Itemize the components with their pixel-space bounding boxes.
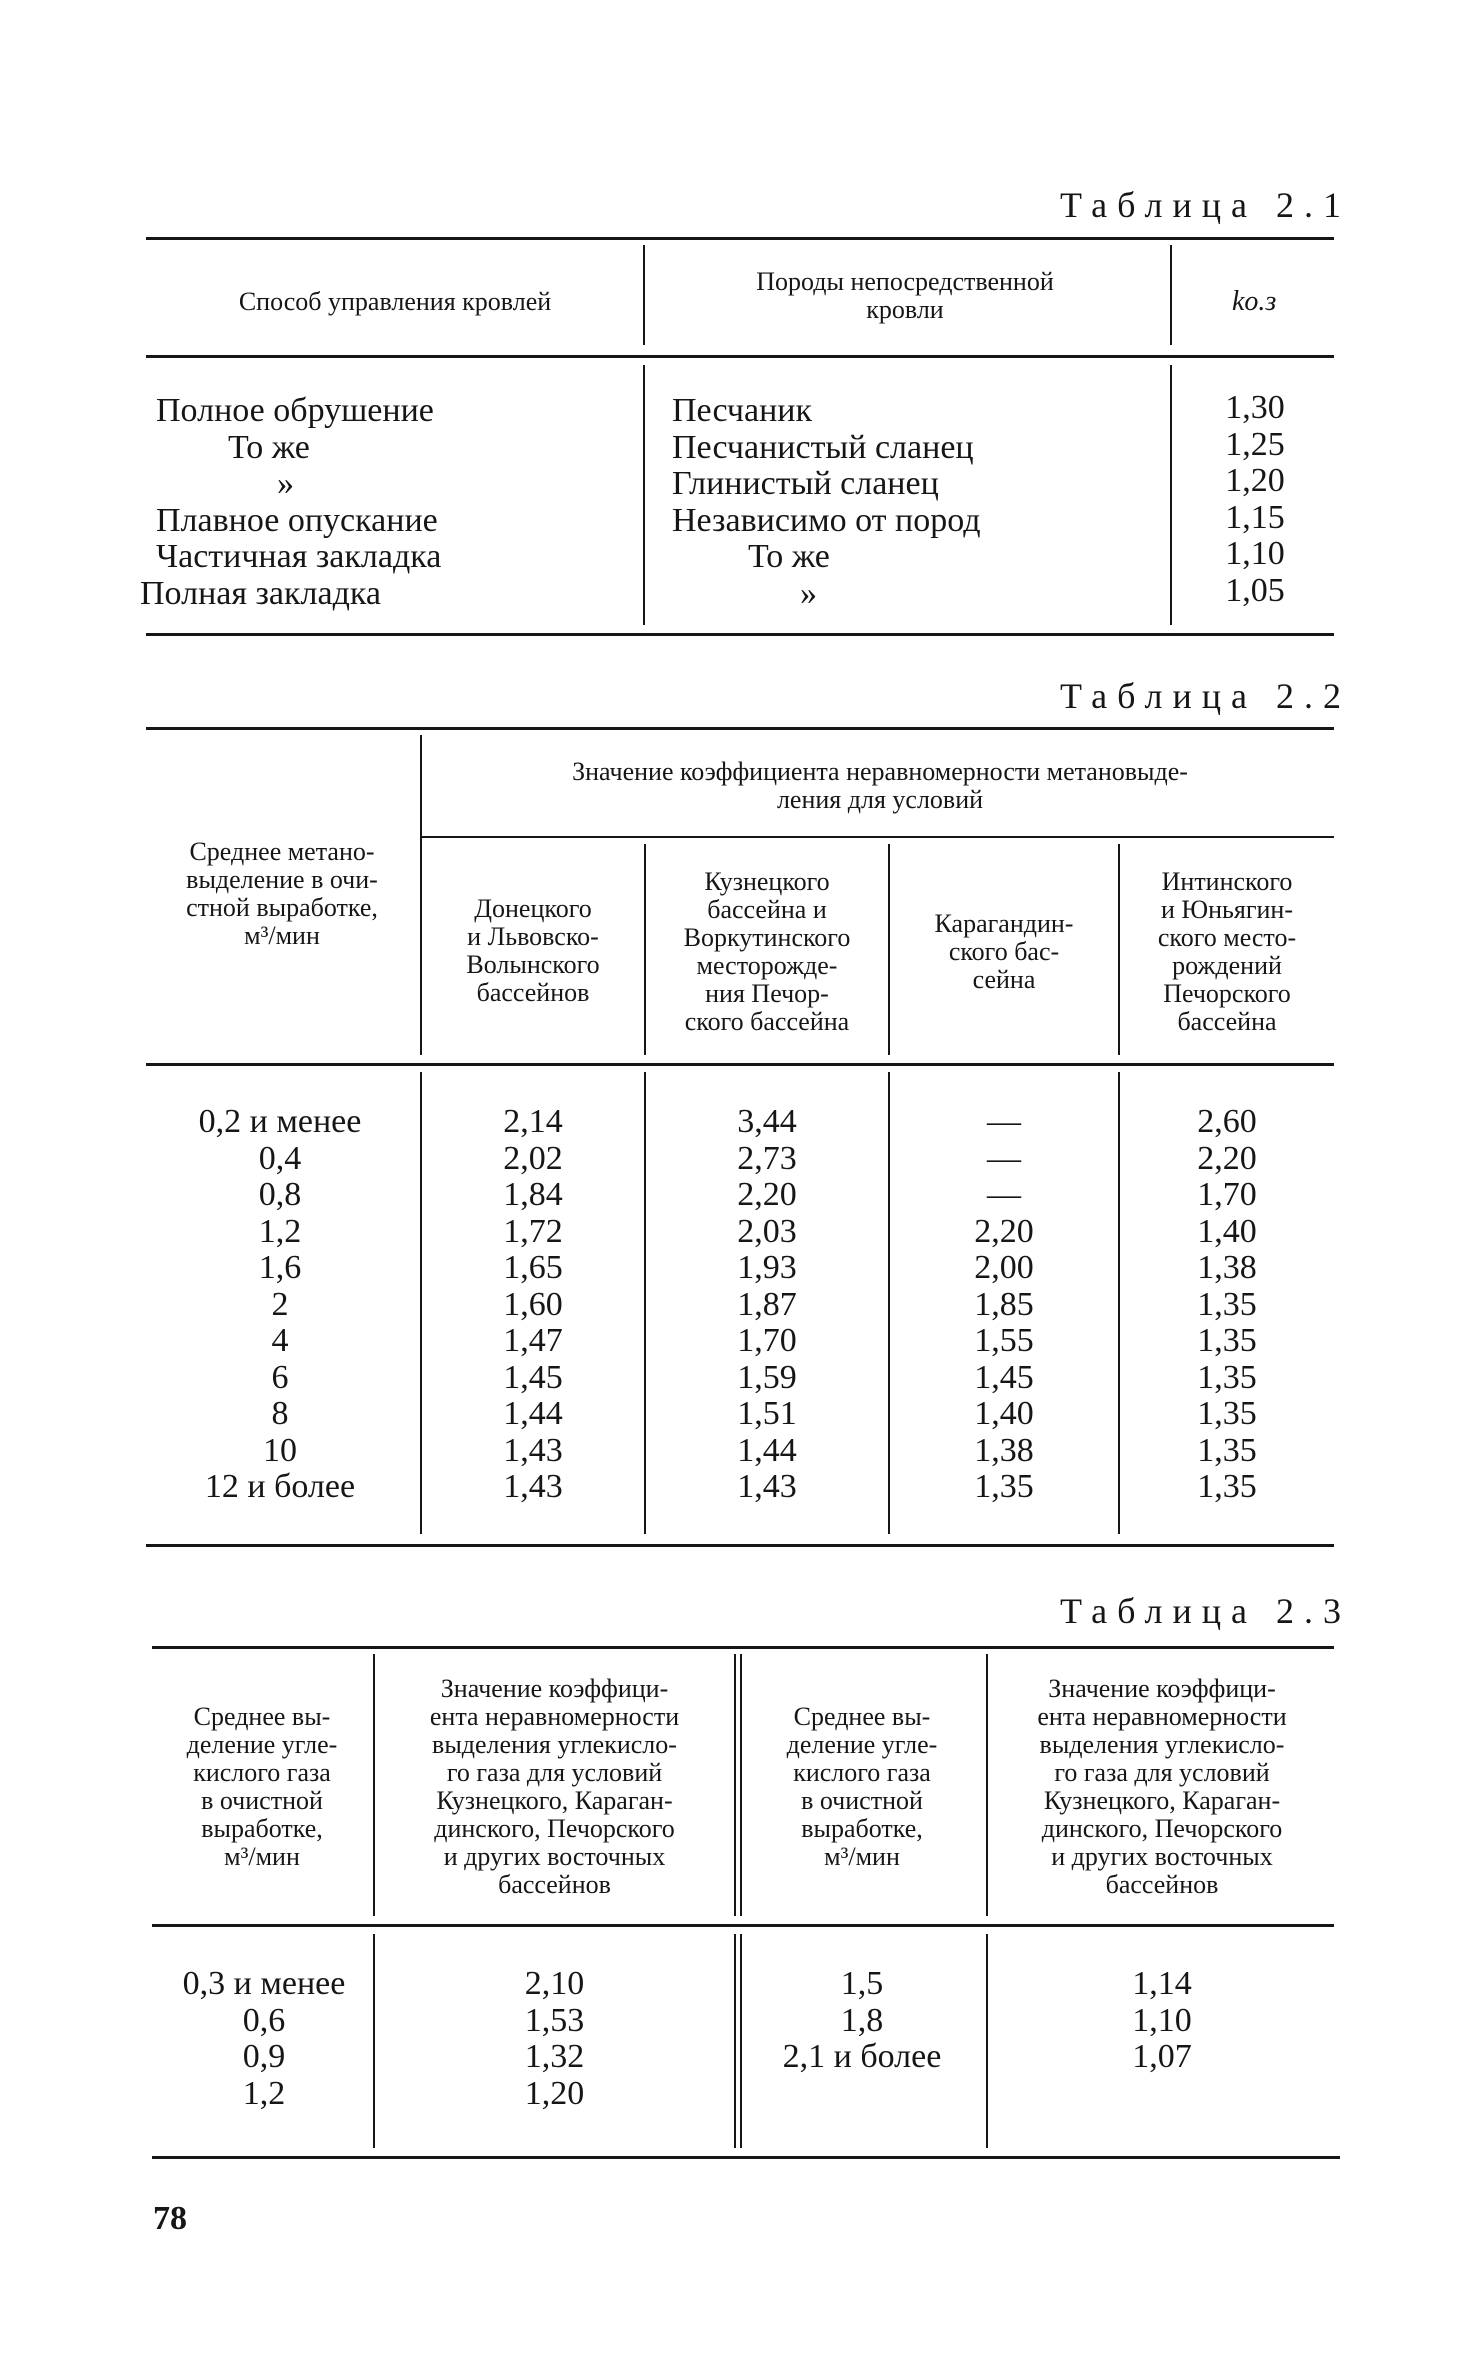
t3-rc-3: 1,07 xyxy=(1132,2038,1192,2075)
t2-c4-8: 1,35 xyxy=(1197,1358,1257,1396)
table-2-1-caption: Таблица 2.1 xyxy=(1060,185,1351,225)
t2-c2-7: 1,70 xyxy=(737,1322,797,1359)
t2-vline-c3 xyxy=(1118,844,1120,1055)
t1-col-k xyxy=(1190,390,1320,609)
t2-header-col4-6: бассейна xyxy=(1177,1007,1277,1036)
t3-hl-coef-8: бассейнов xyxy=(498,1870,611,1899)
t1-rock-4: Независимо от пород xyxy=(672,501,981,539)
t1-rock-3: Глинистый сланец xyxy=(672,465,939,502)
t1-header-rule xyxy=(146,355,1334,358)
t2-c2-6: 1,87 xyxy=(737,1285,797,1323)
t2-header-first xyxy=(148,838,416,950)
t3-header-avg-right xyxy=(742,1703,982,1871)
t3-hl-coef-7: и других восточных xyxy=(443,1842,666,1871)
t3-hr-avg-1: Среднее вы- xyxy=(793,1702,931,1731)
t2-first-10: 10 xyxy=(263,1431,297,1469)
t3-hr-coef-6: динского, Печорского xyxy=(1041,1814,1283,1843)
t2-header-col1 xyxy=(424,895,642,1007)
t1-k-3: 1,20 xyxy=(1225,462,1285,499)
t2-c2-3: 2,20 xyxy=(737,1176,797,1213)
t1-k-4: 1,15 xyxy=(1225,498,1285,536)
t1-k-2: 1,25 xyxy=(1225,425,1285,463)
t1-method-3: » xyxy=(277,465,294,502)
t3-hr-coef-4: го газа для условий xyxy=(1054,1758,1270,1787)
t3-ra-1: 1,5 xyxy=(840,1965,884,2002)
t2-header-col4 xyxy=(1122,868,1332,1036)
t2-body-vline-c1 xyxy=(644,1072,646,1534)
t2-c2-11: 1,43 xyxy=(737,1468,797,1505)
t2-c1-11: 1,43 xyxy=(503,1468,563,1505)
t2-c3-8: 1,45 xyxy=(974,1358,1034,1396)
t3-la-2: 0,6 xyxy=(242,2001,286,2039)
t3-ra-2: 1,8 xyxy=(840,2001,884,2039)
t2-vline-first xyxy=(420,735,422,1055)
t2-header-group-2: ления для условий xyxy=(776,785,984,814)
t1-method-2: То же xyxy=(228,428,310,466)
t3-vline-3 xyxy=(986,1654,988,1916)
t3-lc-2: 1,53 xyxy=(524,2001,585,2039)
t3-hl-avg-3: кислого газа xyxy=(193,1758,331,1787)
t3-hr-avg-3: кислого газа xyxy=(793,1758,931,1787)
t2-c4-2: 2,20 xyxy=(1197,1139,1257,1177)
t3-hl-coef-1: Значение коэффици- xyxy=(440,1674,669,1703)
t1-header-method: Способ управления кровлей xyxy=(238,287,552,316)
t3-hl-coef-3: выделения углекисло- xyxy=(432,1730,677,1759)
t2-header-col2-4: месторожде- xyxy=(696,951,838,980)
t1-vline-3 xyxy=(643,365,645,625)
t2-header-rule xyxy=(146,1063,1334,1066)
t3-lc-4: 1,20 xyxy=(524,2074,585,2112)
t1-method-5: Частичная закладка xyxy=(156,538,442,575)
t2-c2-9: 1,51 xyxy=(737,1395,797,1432)
t2-c4-3: 1,70 xyxy=(1197,1176,1257,1213)
t1-vline-2 xyxy=(1170,245,1172,345)
t2-bottom-rule xyxy=(146,1544,1334,1547)
t3-header-coef-right xyxy=(990,1675,1334,1899)
t3-header-rule xyxy=(152,1924,1334,1927)
t3-hr-coef-7: и других восточных xyxy=(1051,1842,1273,1871)
t3-hr-coef-5: Кузнецкого, Караган- xyxy=(1043,1786,1281,1815)
t2-col-3 xyxy=(892,1104,1116,1506)
t3-hr-avg-5: выработке, xyxy=(801,1814,923,1843)
t1-k-5: 1,10 xyxy=(1225,535,1285,572)
t2-header-col3-3: сейна xyxy=(972,965,1036,994)
t2-header-group-1: Значение коэффициента неравномерности метановыде- xyxy=(572,757,1188,786)
t2-header-col2-1: Кузнецкого xyxy=(704,867,830,896)
t3-bottom-rule xyxy=(152,2156,1340,2159)
t2-header-col2-5: ния Печор- xyxy=(705,979,829,1008)
t2-header-col2-3: Воркутинского xyxy=(683,923,851,952)
t1-k-6: 1,05 xyxy=(1225,571,1285,609)
t2-body-vline-first xyxy=(420,1072,422,1534)
t2-c2-1: 3,44 xyxy=(737,1103,797,1140)
t2-c1-2: 2,02 xyxy=(503,1139,563,1177)
t3-col-avg-left xyxy=(158,1966,370,2112)
t2-c3-10: 1,38 xyxy=(974,1431,1034,1469)
page-number: 78 xyxy=(153,2200,187,2237)
t2-vline-c2 xyxy=(888,844,890,1055)
t2-c3-9: 1,40 xyxy=(974,1395,1034,1432)
t2-body-vline-c3 xyxy=(1118,1072,1120,1534)
t2-header-first-4: м³/мин xyxy=(244,921,320,950)
t2-c4-9: 1,35 xyxy=(1197,1395,1257,1432)
t2-header-col3-2: ского бас- xyxy=(948,937,1060,966)
t2-header-first-3: стной выработке, xyxy=(186,893,378,922)
t2-body-vline-c2 xyxy=(888,1072,890,1534)
t2-first-5: 1,6 xyxy=(258,1249,302,1286)
t3-col-coef-left xyxy=(377,1966,732,2112)
t1-bottom-rule xyxy=(146,633,1334,636)
t1-method-6: Полная закладка xyxy=(140,574,381,612)
t2-header-col2-6: ского бассейна xyxy=(684,1007,850,1036)
t3-hl-avg-2: деление угле- xyxy=(186,1730,338,1759)
t1-col-method xyxy=(140,393,441,612)
t1-rock-1: Песчаник xyxy=(672,392,813,429)
t2-c4-11: 1,35 xyxy=(1197,1468,1257,1505)
t3-hr-coef-8: бассейнов xyxy=(1105,1870,1219,1899)
t2-header-first-2: выделение в очи- xyxy=(186,865,378,894)
table-2-2-caption: Таблица 2.2 xyxy=(1060,676,1351,716)
t2-col-4 xyxy=(1122,1104,1332,1506)
t3-hl-coef-2: ента неравномерности xyxy=(429,1702,680,1731)
t2-header-col1-1: Донецкого xyxy=(474,894,592,923)
t2-c1-6: 1,60 xyxy=(503,1285,563,1323)
t3-hr-avg-4: в очистной xyxy=(801,1786,923,1815)
t2-c3-6: 1,85 xyxy=(974,1285,1034,1323)
t2-c4-1: 2,60 xyxy=(1197,1103,1257,1140)
t2-c2-5: 1,93 xyxy=(737,1249,797,1286)
t2-header-first-1: Среднее метано- xyxy=(189,837,375,866)
t2-c3-1: — xyxy=(987,1103,1021,1140)
t2-header-col1-3: Волынского xyxy=(466,950,600,979)
t3-hl-avg-4: в очистной xyxy=(201,1786,323,1815)
t1-header-rocks-line2: кровли xyxy=(866,295,944,324)
t3-vline-2 xyxy=(734,1654,742,1916)
table-2-3-caption: Таблица 2.3 xyxy=(1060,1591,1351,1631)
t3-col-avg-right xyxy=(742,1966,982,2076)
t2-header-col3-1: Карагандин- xyxy=(934,909,1074,938)
t2-first-6: 2 xyxy=(271,1285,289,1323)
t1-rock-5: То же xyxy=(748,538,830,575)
t3-hl-avg-1: Среднее вы- xyxy=(193,1702,331,1731)
t1-vline-1 xyxy=(643,245,645,345)
t2-c3-11: 1,35 xyxy=(974,1468,1034,1505)
t1-rock-2: Песчанистый сланец xyxy=(672,428,974,466)
t3-vline-1 xyxy=(373,1654,375,1916)
t2-first-11: 12 и более xyxy=(204,1468,356,1505)
t2-c1-10: 1,43 xyxy=(503,1431,563,1469)
t3-header-avg-left xyxy=(155,1703,369,1871)
t3-header-coef-left xyxy=(377,1675,732,1899)
t1-method-4: Плавное опускание xyxy=(156,501,438,539)
t3-hr-coef-1: Значение коэффици- xyxy=(1048,1674,1276,1703)
t3-hl-coef-5: Кузнецкого, Караган- xyxy=(436,1786,673,1815)
t2-c2-2: 2,73 xyxy=(737,1139,797,1177)
t3-lc-3: 1,32 xyxy=(524,2038,585,2075)
t2-c1-9: 1,44 xyxy=(503,1395,563,1432)
t1-col-rock xyxy=(672,393,981,612)
t2-col-first xyxy=(150,1104,410,1506)
t2-first-7: 4 xyxy=(271,1322,289,1359)
t3-la-4: 1,2 xyxy=(242,2074,286,2112)
t1-rock-6: » xyxy=(800,574,817,612)
t2-header-col1-2: и Львовско- xyxy=(467,922,599,951)
t2-c4-6: 1,35 xyxy=(1197,1285,1257,1323)
t2-header-col4-2: и Юньягин- xyxy=(1160,895,1294,924)
t3-hr-coef-2: ента неравномерности xyxy=(1037,1702,1287,1731)
t2-c1-5: 1,65 xyxy=(503,1249,563,1286)
t2-first-2: 0,4 xyxy=(258,1139,302,1177)
t2-group-rule xyxy=(421,836,1334,838)
t2-c2-8: 1,59 xyxy=(737,1358,797,1396)
t2-header-col4-4: рождений xyxy=(1172,951,1282,980)
t3-body-vline-3 xyxy=(986,1934,988,2148)
table-2-1-top-rule xyxy=(146,237,1334,240)
t2-c4-5: 1,38 xyxy=(1197,1249,1257,1286)
t2-vline-c1 xyxy=(644,844,646,1055)
t2-c4-4: 1,40 xyxy=(1197,1212,1257,1250)
t3-top-rule xyxy=(152,1646,1334,1649)
t2-c1-3: 1,84 xyxy=(503,1176,563,1213)
t1-k-1: 1,30 xyxy=(1225,389,1285,426)
t2-c2-4: 2,03 xyxy=(737,1212,797,1250)
t2-first-3: 0,8 xyxy=(258,1176,302,1213)
t1-header-coef-text: kо.з xyxy=(1232,286,1277,317)
t2-c3-3: — xyxy=(987,1176,1021,1213)
t2-header-col4-5: Печорского xyxy=(1163,979,1291,1008)
t2-c1-7: 1,47 xyxy=(503,1322,563,1359)
t3-rc-2: 1,10 xyxy=(1132,2001,1192,2039)
t2-c3-4: 2,20 xyxy=(974,1212,1034,1250)
t3-la-1: 0,3 и менее xyxy=(182,1965,346,2002)
t3-hl-coef-6: динского, Печорского xyxy=(434,1814,675,1843)
t2-c4-10: 1,35 xyxy=(1197,1431,1257,1469)
t3-hr-coef-3: выделения углекисло- xyxy=(1039,1730,1285,1759)
t3-hr-avg-6: м³/мин xyxy=(824,1842,900,1871)
t2-first-8: 6 xyxy=(271,1358,289,1396)
t3-hl-avg-6: м³/мин xyxy=(224,1842,300,1871)
t3-body-vline-2 xyxy=(734,1934,742,2148)
t2-first-1: 0,2 и менее xyxy=(198,1103,362,1140)
t2-header-col2 xyxy=(648,868,886,1036)
t3-ra-3: 2,1 и более xyxy=(782,2038,942,2075)
t1-vline-4 xyxy=(1170,365,1172,625)
t2-c2-10: 1,44 xyxy=(737,1431,797,1469)
t2-first-4: 1,2 xyxy=(258,1212,302,1250)
t2-first-9: 8 xyxy=(271,1395,289,1432)
t2-header-group xyxy=(430,758,1330,814)
t3-la-3: 0,9 xyxy=(242,2038,286,2075)
t3-col-coef-right xyxy=(990,1966,1334,2076)
t2-c3-2: — xyxy=(987,1139,1021,1177)
t3-lc-1: 2,10 xyxy=(524,1965,585,2002)
t1-header-rocks-line1: Породы непосредственной xyxy=(756,267,1054,296)
t3-hl-coef-4: го газа для условий xyxy=(446,1758,663,1787)
t1-method-1: Полное обрушение xyxy=(156,392,434,429)
t2-header-col2-2: бассейна и xyxy=(707,895,827,924)
t2-col-2 xyxy=(648,1104,886,1506)
t2-c4-7: 1,35 xyxy=(1197,1322,1257,1359)
t2-header-col3 xyxy=(892,910,1116,994)
t3-body-vline-1 xyxy=(373,1934,375,2148)
t2-col-1 xyxy=(424,1104,642,1506)
t3-hl-avg-5: выработке, xyxy=(201,1814,323,1843)
t3-rc-1: 1,14 xyxy=(1132,1965,1192,2002)
t1-header-rocks xyxy=(650,268,1160,324)
t3-hr-avg-2: деление угле- xyxy=(786,1730,938,1759)
t2-c1-8: 1,45 xyxy=(503,1358,563,1396)
t2-c1-4: 1,72 xyxy=(503,1212,563,1250)
t2-top-rule xyxy=(146,727,1334,730)
t2-header-col1-4: бассейнов xyxy=(476,978,590,1007)
t2-header-col4-3: ского место- xyxy=(1157,923,1297,952)
t2-c3-5: 2,00 xyxy=(974,1249,1034,1286)
t2-c1-1: 2,14 xyxy=(503,1103,563,1140)
t2-header-col4-1: Интинского xyxy=(1161,867,1293,896)
t2-c3-7: 1,55 xyxy=(974,1322,1034,1359)
t1-header-coef xyxy=(1232,286,1276,318)
